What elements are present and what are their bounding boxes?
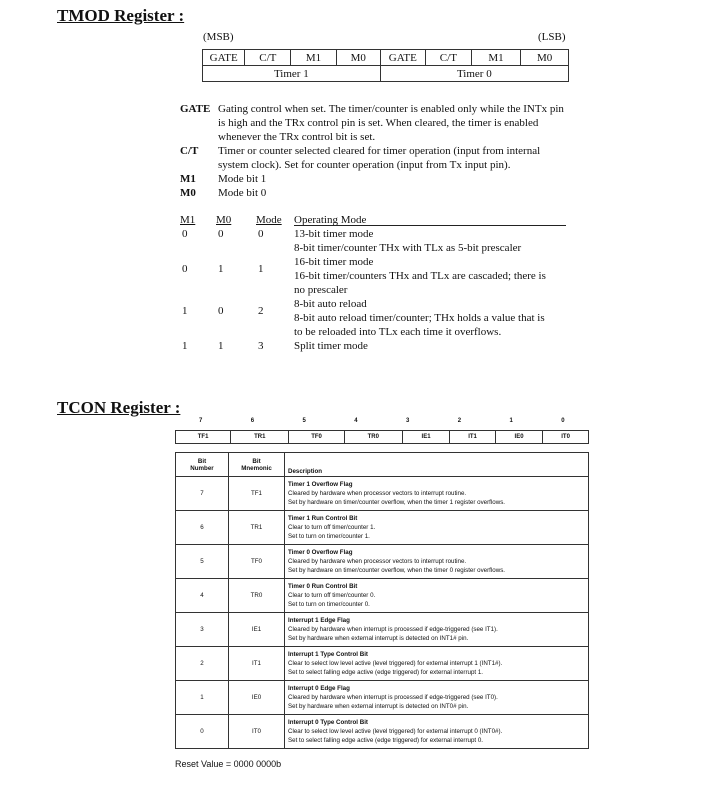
mode-description: 8-bit auto reload [294, 298, 367, 310]
tcon-row-bit-number: 2 [176, 647, 229, 681]
mode-description: Split timer mode [294, 340, 368, 352]
tcon-row-title: Interrupt 0 Type Control Bit [288, 719, 368, 726]
tcon-row-line: Cleared by hardware when interrupt is processed if edge-triggered (see IT0). [288, 694, 498, 701]
timer1-group-label: Timer 1 [203, 66, 381, 82]
definition-text: Timer or counter selected cleared for timer operation (input from internal [218, 145, 541, 157]
tcon-row-title: Timer 1 Run Control Bit [288, 515, 358, 522]
tcon-row-description [285, 647, 589, 681]
tcon-row [176, 545, 589, 579]
tcon-row-line: Set to select falling edge active (edge triggered) for external interrupt 0. [288, 737, 484, 744]
tcon-row-mnemonic: TR1 [229, 511, 285, 545]
definition-term: C/T [180, 145, 199, 157]
tcon-row-line: Set by hardware when external interrupt is detected on INT1# pin. [288, 635, 469, 642]
tcon-bit-cell: TF0 [289, 431, 344, 444]
mode-description: no prescaler [294, 284, 348, 296]
tcon-row-line: Cleared by hardware when processor vectors to interrupt routine. [288, 490, 467, 497]
tcon-row [176, 579, 589, 613]
mode-header: M0 [216, 214, 232, 226]
mode-table [180, 213, 580, 358]
tcon-row-line: Set by hardware on timer/counter overflow, when the timer 0 register overflows. [288, 567, 506, 574]
tcon-bit-number: 6 [250, 418, 255, 424]
tcon-row [176, 647, 589, 681]
tcon-row-line: Set by hardware on timer/counter overflow, when the timer 1 register overflows. [288, 499, 506, 506]
tcon-row-description [285, 511, 589, 545]
tcon-row-mnemonic: TF0 [229, 545, 285, 579]
tcon-row-bit-number: 1 [176, 681, 229, 715]
tcon-row-title: Interrupt 0 Edge Flag [288, 685, 350, 692]
tcon-row-line: Clear to turn off timer/counter 0. [288, 592, 376, 599]
tcon-row-description [285, 715, 589, 749]
tcon-row-bit-number: 4 [176, 579, 229, 613]
tcon-row-title: Timer 1 Overflow Flag [288, 481, 353, 488]
tcon-row-bit-number: 5 [176, 545, 229, 579]
tcon-row-mnemonic: IE1 [229, 613, 285, 647]
col-header-description: Description [285, 453, 589, 477]
mode-description: 16-bit timer/counters THx and TLx are cascaded; there is [294, 270, 546, 282]
tcon-bit-number: 5 [302, 418, 306, 424]
tcon-bit-cell: TR1 [231, 431, 289, 444]
tmod-bit-cell: C/T [245, 50, 291, 66]
msb-label: (MSB) [203, 31, 234, 43]
tcon-row-title: Timer 0 Run Control Bit [288, 583, 358, 590]
tcon-row-line: Set to turn on timer/counter 1. [288, 533, 370, 540]
tcon-row-bit-number: 6 [176, 511, 229, 545]
mode-cell-m0: 1 [218, 340, 224, 352]
tmod-heading: TMOD Register : [57, 6, 185, 25]
mode-description: 16-bit timer mode [294, 256, 374, 268]
tcon-row-line: Cleared by hardware when processor vectors to interrupt routine. [288, 558, 467, 565]
tcon-bit-table [175, 430, 589, 444]
tcon-bit-cell: IT1 [450, 431, 496, 444]
tmod-bit-table [202, 49, 569, 82]
definition-text: Mode bit 1 [218, 173, 267, 185]
tmod-bit-cell: GATE [203, 50, 245, 66]
tcon-row-mnemonic: IT0 [229, 715, 285, 749]
tcon-bit-cell: TF1 [176, 431, 231, 444]
tcon-bit-number: 0 [561, 418, 565, 424]
tcon-description-table [175, 452, 589, 749]
tcon-row-description [285, 613, 589, 647]
tcon-bit-cell: IE0 [495, 431, 542, 444]
mode-header: Operating Mode [294, 214, 367, 226]
tcon-row-description [285, 545, 589, 579]
col-header-mnemonic: Bit Mnemonic [229, 453, 285, 477]
mode-cell-m1: 1 [182, 340, 188, 352]
mode-cell-mode: 1 [258, 263, 264, 275]
tcon-bit-cell: TR0 [344, 431, 402, 444]
tcon-row [176, 613, 589, 647]
tcon-bit-number: 7 [199, 418, 203, 424]
tcon-row-bit-number: 0 [176, 715, 229, 749]
tcon-row-mnemonic: TR0 [229, 579, 285, 613]
mode-cell-m0: 0 [218, 228, 224, 240]
tcon-bit-numbers [175, 418, 589, 428]
mode-cell-m0: 1 [218, 263, 224, 275]
tcon-row-line: Set to select falling edge active (edge triggered) for external interrupt 1. [288, 669, 484, 676]
tcon-row-line: Cleared by hardware when interrupt is processed if edge-triggered (see IT1). [288, 626, 498, 633]
tcon-row-line: Clear to turn off timer/counter 1. [288, 524, 376, 531]
tcon-heading: TCON Register : [57, 398, 181, 417]
timer0-group-label: Timer 0 [380, 66, 568, 82]
mode-description: 8-bit auto reload timer/counter; THx holds a value that is [294, 312, 545, 324]
definition-term: M0 [180, 187, 196, 199]
tcon-bit-cell: IE1 [402, 431, 449, 444]
col-header-bit-number: Bit Number [176, 453, 229, 477]
tcon-row-line: Clear to select low level active (level triggered) for external interrupt 0 (INT0#). [288, 728, 503, 735]
reset-value: Reset Value = 0000 0000b [175, 759, 282, 769]
mode-cell-m0: 0 [218, 305, 224, 317]
definition-text: is high and the TRx control pin is set. When cleared, the timer is enabled [218, 117, 539, 129]
tcon-row-title: Timer 0 Overflow Flag [288, 549, 353, 556]
definition-text: Gating control when set. The timer/counter is enabled only while the INTx pin [218, 103, 564, 115]
tcon-row-line: Set by hardware when external interrupt is detected on INT0# pin. [288, 703, 469, 710]
tmod-bit-cell: M1 [471, 50, 521, 66]
tcon-row [176, 477, 589, 511]
tcon-row [176, 511, 589, 545]
tmod-bit-cell: M0 [336, 50, 380, 66]
tcon-row [176, 715, 589, 749]
tcon-row-description [285, 579, 589, 613]
mode-cell-mode: 2 [258, 305, 264, 317]
tmod-bit-cell: M0 [521, 50, 569, 66]
tcon-row-line: Clear to select low level active (level triggered) for external interrupt 1 (INT1#). [288, 660, 503, 667]
tcon-row-bit-number: 3 [176, 613, 229, 647]
mode-cell-mode: 3 [258, 340, 264, 352]
mode-cell-mode: 0 [258, 228, 264, 240]
tcon-row-mnemonic: IE0 [229, 681, 285, 715]
tcon-row-bit-number: 7 [176, 477, 229, 511]
lsb-label: (LSB) [538, 31, 566, 43]
tcon-bit-cell: IT0 [543, 431, 589, 444]
tcon-row-line: Set to turn on timer/counter 0. [288, 601, 370, 608]
tcon-row-description [285, 681, 589, 715]
mode-cell-m1: 0 [182, 228, 188, 240]
mode-cell-m1: 0 [182, 263, 188, 275]
tcon-bit-number: 1 [509, 418, 513, 424]
mode-description: 8-bit timer/counter THx with TLx as 5-bit prescaler [294, 242, 522, 254]
tcon-row-title: Interrupt 1 Type Control Bit [288, 651, 368, 658]
tcon-row-description [285, 477, 589, 511]
tcon-row-mnemonic: IT1 [229, 647, 285, 681]
mode-header: M1 [180, 214, 196, 226]
mode-description: to be reloaded into TLx each time it overflows. [294, 326, 502, 338]
definition-text: whenever the TRx control bit is set. [218, 131, 376, 143]
mode-cell-m1: 1 [182, 305, 188, 317]
tcon-bit-number: 2 [457, 418, 462, 424]
mode-description: 13-bit timer mode [294, 228, 374, 240]
tmod-bit-cell: C/T [425, 50, 471, 66]
tcon-row-mnemonic: TF1 [229, 477, 285, 511]
mode-header: Mode [256, 214, 282, 226]
tcon-row [176, 681, 589, 715]
tcon-bit-number: 3 [406, 418, 410, 424]
tcon-bit-number: 4 [354, 418, 358, 424]
tmod-bit-cell: M1 [291, 50, 337, 66]
definition-term: M1 [180, 173, 196, 185]
tmod-bit-cell: GATE [380, 50, 425, 66]
definition-text: system clock). Set for counter operation (input from Tx input pin). [218, 159, 511, 171]
definition-text: Mode bit 0 [218, 187, 267, 199]
mode-header-rule [294, 225, 566, 226]
tcon-row-title: Interrupt 1 Edge Flag [288, 617, 350, 624]
definition-term: GATE [180, 103, 211, 115]
